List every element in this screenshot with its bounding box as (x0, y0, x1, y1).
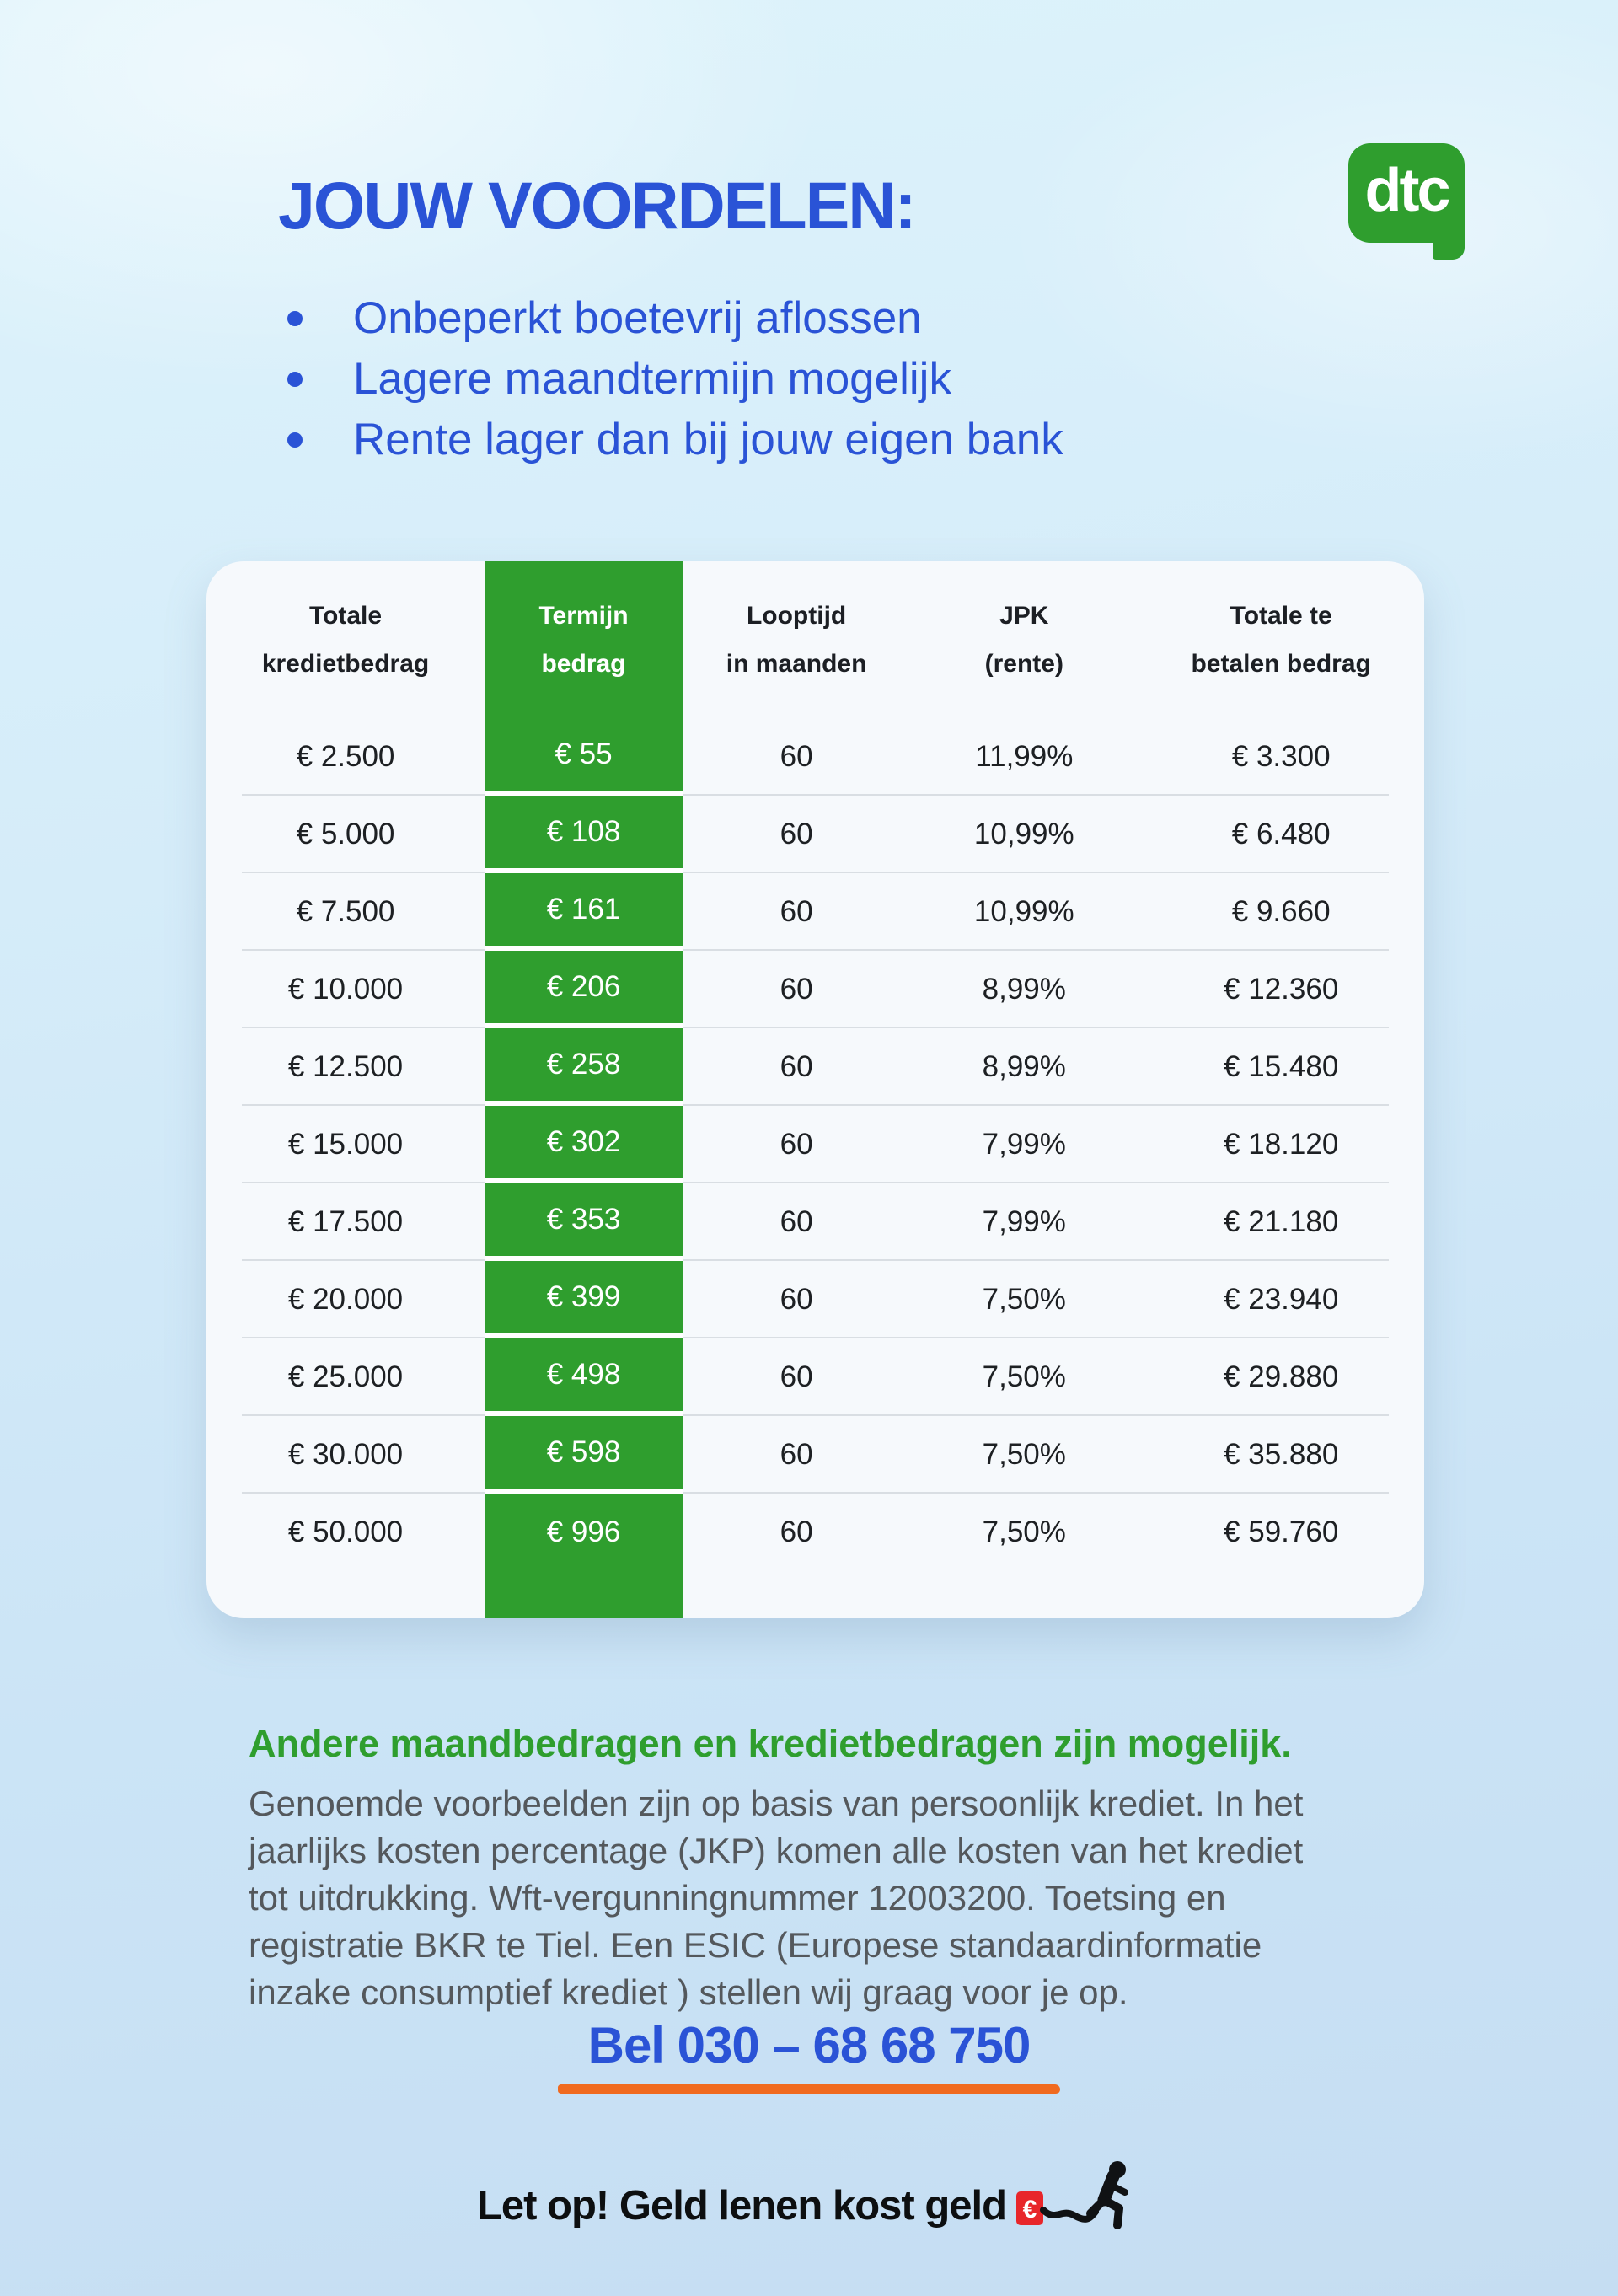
header-cell: Termijn bedrag (485, 561, 683, 718)
table-cell: 10,99% (973, 818, 1074, 850)
table-cell: € 302 (485, 1106, 683, 1183)
table-cell: 60 (780, 1050, 813, 1083)
table-cell: € 12.360 (1224, 973, 1339, 1006)
table-row (206, 796, 1424, 873)
table-cell: € 30.000 (287, 1438, 404, 1471)
table-row (206, 1416, 1424, 1494)
table-row (206, 1494, 1424, 1618)
table-cell: € 6.480 (1231, 818, 1331, 850)
header-cell: JPK (rente) (984, 602, 1063, 678)
note-body: Genoemde voorbeelden zijn op basis van persoonlijk krediet. In het jaarlijks kosten percentage (JKP) komen alle kosten van het krediet tot uitdrukking. Wft-vergunningnummer 12003200. Toetsing en registratie BKR te Tiel. Een ESIC (Europese standaardinformatie inzake consumptief krediet ) stellen wij graag voor je op. (249, 1784, 1304, 2012)
table-cell: 10,99% (973, 895, 1074, 928)
table-cell: € 15.480 (1224, 1050, 1339, 1083)
table-cell: € 23.940 (1224, 1283, 1339, 1316)
table-cell: 7,50% (982, 1360, 1066, 1393)
table-cell: € 108 (485, 796, 683, 873)
table-cell: € 25.000 (287, 1360, 404, 1393)
table-cell: 60 (780, 1128, 813, 1161)
header-cell: Totale kredietbedrag (261, 602, 430, 678)
table-cell: 60 (780, 1283, 813, 1316)
table-cell: 7,50% (982, 1283, 1066, 1316)
table-cell: € 55 (485, 718, 683, 796)
money-drag-icon (1015, 2158, 1141, 2239)
table-cell: € 21.180 (1224, 1205, 1339, 1238)
header-cell: Totale te betalen bedrag (1191, 602, 1371, 678)
page-title: JOUW VOORDELEN: (278, 168, 915, 243)
dtc-logo-text: dtc (1364, 157, 1449, 224)
table-cell: € 3.300 (1231, 740, 1331, 773)
table-cell: 7,50% (982, 1438, 1066, 1471)
credit-table-card (206, 561, 1424, 1618)
table-cell: 60 (780, 740, 813, 773)
table-row (206, 873, 1424, 951)
table-cell: € 598 (485, 1416, 683, 1494)
table-header-row (206, 561, 1424, 718)
table-cell: € 9.660 (1231, 895, 1331, 928)
table-cell: € 258 (485, 1028, 683, 1106)
phone-underline (558, 2084, 1060, 2094)
table-cell: 60 (780, 1360, 813, 1393)
benefit-item: Onbeperkt boetevrij aflossen (282, 293, 1063, 344)
table-cell: € 12.500 (287, 1050, 404, 1083)
credit-warning-text: Let op! Geld lenen kost geld (476, 2183, 1007, 2229)
euro-symbol: € (1022, 2196, 1037, 2224)
table-row (206, 1028, 1424, 1106)
table-cell: 60 (780, 818, 813, 850)
header-cell: Looptijd in maanden (726, 602, 867, 678)
table-cell: € 59.760 (1224, 1515, 1339, 1548)
benefits-list (282, 293, 1063, 475)
table-cell: € 35.880 (1224, 1438, 1339, 1471)
table-cell: € 399 (485, 1261, 683, 1338)
table-cell: € 2.500 (296, 740, 395, 773)
table-cell: 60 (780, 1515, 813, 1548)
table-cell: 60 (780, 1205, 813, 1238)
phone-number-link[interactable]: Bel 030 – 68 68 750 (587, 2017, 1031, 2073)
credit-warning (0, 2173, 1618, 2239)
benefit-item: Lagere maandtermijn mogelijk (282, 354, 1063, 405)
table-cell: € 498 (485, 1338, 683, 1416)
table-cell: € 353 (485, 1183, 683, 1261)
table-cell: 7,99% (982, 1205, 1066, 1238)
table-cell: € 996 (485, 1494, 683, 1618)
benefit-item: Rente lager dan bij jouw eigen bank (282, 415, 1063, 465)
table-cell: € 15.000 (287, 1128, 404, 1161)
table-row (206, 1183, 1424, 1261)
table-row (206, 1338, 1424, 1416)
dtc-logo (1348, 143, 1465, 243)
table-cell: 60 (780, 1438, 813, 1471)
table-cell: 60 (780, 895, 813, 928)
table-row (206, 951, 1424, 1028)
table-cell: 8,99% (982, 1050, 1066, 1083)
table-cell: € 29.880 (1224, 1360, 1339, 1393)
table-row (206, 718, 1424, 796)
table-cell: € 17.500 (287, 1205, 404, 1238)
note-heading: Andere maandbedragen en kredietbedragen zijn mogelijk. (249, 1722, 1292, 1765)
table-cell: 8,99% (982, 973, 1066, 1006)
table-cell: € 5.000 (296, 818, 395, 850)
table-cell: 11,99% (975, 740, 1074, 773)
table-cell: € 10.000 (287, 973, 404, 1006)
table-cell: 7,99% (982, 1128, 1066, 1161)
table-body (206, 718, 1424, 1618)
table-cell: € 7.500 (296, 895, 395, 928)
table-cell: € 20.000 (287, 1283, 404, 1316)
table-cell: € 50.000 (287, 1515, 404, 1548)
table-row (206, 1261, 1424, 1338)
table-cell: € 161 (485, 873, 683, 951)
table-row (206, 1106, 1424, 1183)
table-cell: 60 (780, 973, 813, 1006)
table-cell: € 206 (485, 951, 683, 1028)
phone-section (0, 2016, 1618, 2094)
table-cell: € 18.120 (1224, 1128, 1339, 1161)
table-cell: 7,50% (982, 1515, 1066, 1548)
